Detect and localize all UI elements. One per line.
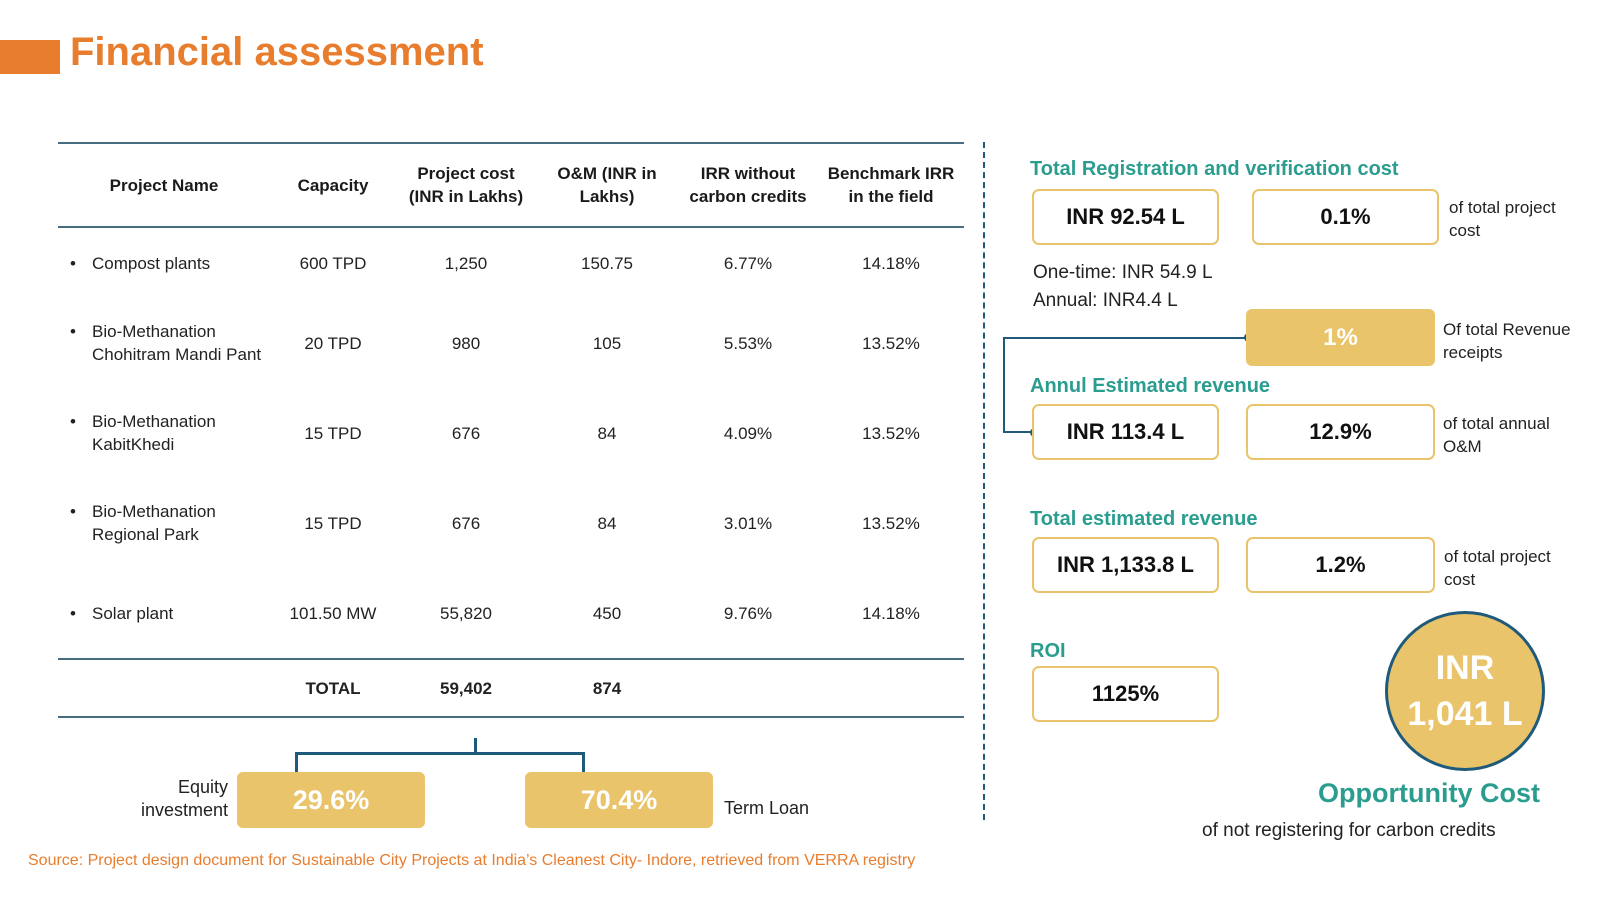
opportunity-circle-line1: INR xyxy=(1435,649,1495,687)
table-row xyxy=(58,298,964,388)
om-cell: 105 xyxy=(592,333,622,353)
split-connector-right xyxy=(582,752,585,772)
capacity-cell: 15 TPD xyxy=(304,513,362,533)
cost-cell: 1,250 xyxy=(444,253,488,273)
benchmark-cell: 13.52% xyxy=(862,333,920,353)
bullet-icon: • xyxy=(70,253,76,273)
revenue-connector-vertical xyxy=(1003,337,1005,433)
total-row xyxy=(58,659,964,717)
irr-cell: 5.53% xyxy=(723,333,773,353)
total-label: TOTAL xyxy=(270,659,396,717)
header-benchmark-irr: Benchmark IRR in the field xyxy=(818,143,964,227)
benchmark-cell: 13.52% xyxy=(862,513,920,533)
registration-pct-note: of total project cost xyxy=(1449,198,1556,240)
equity-value-box: 29.6% xyxy=(237,772,425,828)
revenue-connector-top xyxy=(1003,337,1249,339)
benchmark-cell: 13.52% xyxy=(862,423,920,443)
revenue-share-note: Of total Revenue receipts xyxy=(1443,320,1571,362)
om-cell: 84 xyxy=(597,423,617,443)
split-connector-left xyxy=(295,752,298,772)
capacity-cell: 20 TPD xyxy=(304,333,362,353)
bullet-icon: • xyxy=(70,322,76,341)
om-cell: 150.75 xyxy=(581,253,633,273)
annual-cost: Annual: INR4.4 L xyxy=(1033,290,1178,311)
opportunity-cost-subtitle: of not registering for carbon credits xyxy=(1202,820,1496,841)
page-title: Financial assessment xyxy=(70,30,484,74)
project-name: Solar plant xyxy=(92,603,174,623)
total-revenue-note: of total project cost xyxy=(1444,547,1551,589)
revenue-share-box: 1% xyxy=(1246,309,1435,366)
cost-cell: 676 xyxy=(451,513,481,533)
opportunity-cost-title: Opportunity Cost xyxy=(1318,778,1540,808)
one-time-cost: One-time: INR 54.9 L xyxy=(1033,262,1213,283)
table-row xyxy=(58,478,964,568)
bullet-icon: • xyxy=(70,502,76,521)
annual-revenue-pct-box: 12.9% xyxy=(1246,404,1435,460)
project-name: Bio-Methanation KabitKhedi xyxy=(92,412,216,454)
benchmark-cell: 14.18% xyxy=(862,253,920,273)
cost-cell: 676 xyxy=(451,423,481,443)
om-cell: 450 xyxy=(592,603,622,623)
bullet-icon: • xyxy=(70,412,76,431)
source-note: Source: Project design document for Sustainable City Projects at India’s Cleanest City- Indore, retrieved from VERRA registry xyxy=(28,852,916,869)
annual-revenue-box: INR 113.4 L xyxy=(1032,404,1219,460)
roi-box: 1125% xyxy=(1032,666,1219,722)
irr-cell: 3.01% xyxy=(723,513,773,533)
cost-cell: 980 xyxy=(451,333,481,353)
table-row xyxy=(58,388,964,478)
projects-table xyxy=(58,142,964,718)
loan-label: Term Loan xyxy=(724,798,810,818)
total-revenue-box: INR 1,133.8 L xyxy=(1032,537,1219,593)
table-header-row xyxy=(58,143,964,227)
total-empty-cell xyxy=(818,659,964,717)
total-revenue-heading: Total estimated revenue xyxy=(1030,508,1258,530)
capacity-cell: 101.50 MW xyxy=(289,603,377,623)
split-connector-bar xyxy=(295,752,585,755)
loan-value-box: 70.4% xyxy=(525,772,713,828)
roi-heading: ROI xyxy=(1030,640,1066,662)
registration-heading: Total Registration and verification cost xyxy=(1030,158,1399,180)
irr-cell: 6.77% xyxy=(723,253,773,273)
project-name-cell xyxy=(58,227,270,298)
bullet-icon: • xyxy=(70,603,76,623)
capacity-cell: 15 TPD xyxy=(304,423,362,443)
opportunity-circle-line2: 1,041 L xyxy=(1407,695,1523,733)
table-row xyxy=(58,568,964,659)
equity-label: Equity investment xyxy=(140,777,228,820)
irr-cell: 4.09% xyxy=(723,423,773,443)
project-name: Bio-Methanation Chohitram Mandi Pant xyxy=(92,322,262,364)
header-capacity: Capacity xyxy=(270,143,396,227)
total-cost: 59,402 xyxy=(396,659,536,717)
header-irr: IRR without carbon credits xyxy=(678,143,818,227)
table-row xyxy=(58,227,964,298)
project-name-cell xyxy=(58,298,270,388)
project-name-cell xyxy=(58,568,270,659)
registration-cost-box: INR 92.54 L xyxy=(1032,189,1219,245)
header-om: O&M (INR in Lakhs) xyxy=(536,143,678,227)
project-name: Bio-Methanation Regional Park xyxy=(92,502,216,544)
annual-revenue-heading: Annul Estimated revenue xyxy=(1030,375,1271,397)
om-cell: 84 xyxy=(597,513,617,533)
opportunity-cost-circle xyxy=(1385,611,1545,771)
benchmark-cell: 14.18% xyxy=(862,603,920,623)
header-project-cost: Project cost (INR in Lakhs) xyxy=(396,143,536,227)
total-empty-cell xyxy=(678,659,818,717)
total-revenue-pct-box: 1.2% xyxy=(1246,537,1435,593)
annual-revenue-note: of total annual O&M xyxy=(1443,414,1550,456)
registration-pct-box: 0.1% xyxy=(1252,189,1439,245)
total-om: 874 xyxy=(536,659,678,717)
project-name-cell xyxy=(58,388,270,478)
header-project-name: Project Name xyxy=(58,143,270,227)
cost-cell: 55,820 xyxy=(440,603,492,623)
project-name: Compost plants xyxy=(92,253,211,273)
project-name-cell xyxy=(58,478,270,568)
irr-cell: 9.76% xyxy=(723,603,773,623)
title-accent-bar xyxy=(0,40,60,74)
capacity-cell: 600 TPD xyxy=(299,253,367,273)
total-empty-cell xyxy=(58,659,270,717)
section-divider xyxy=(983,142,985,820)
